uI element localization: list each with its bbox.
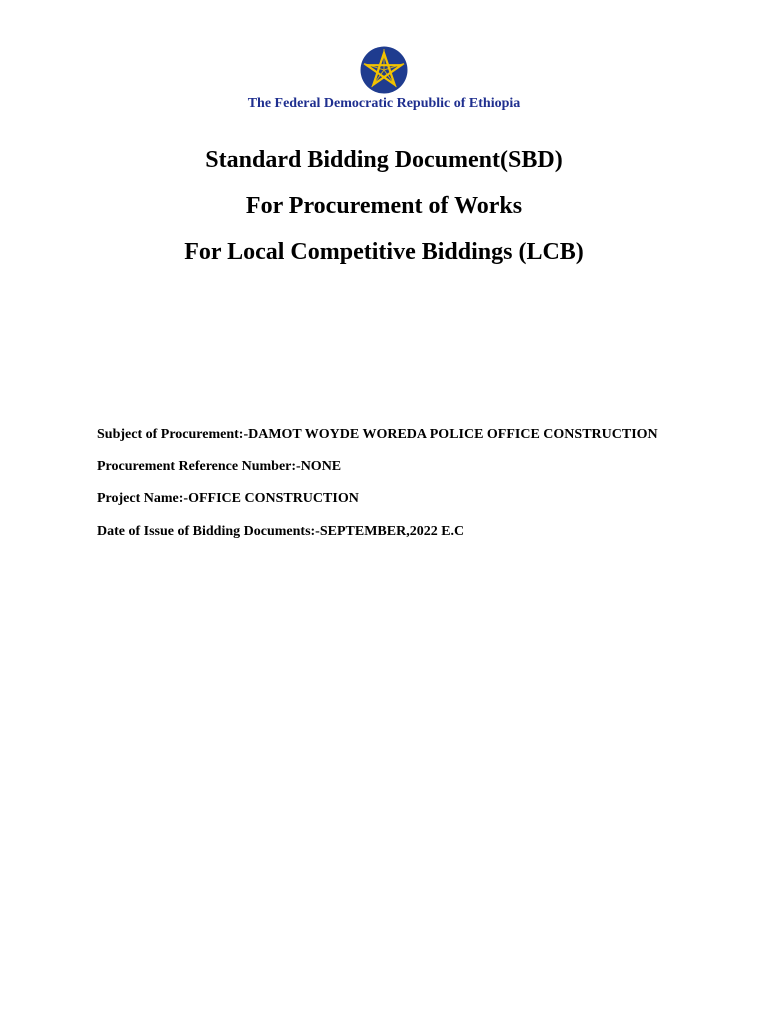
document-subtitle-bidding: For Local Competitive Biddings (LCB) [184, 239, 584, 265]
document-title: Standard Bidding Document(SBD) [205, 147, 563, 173]
procurement-reference-number: Procurement Reference Number:-NONE [97, 459, 342, 474]
country-name: The Federal Democratic Republic of Ethiopia [247, 96, 521, 111]
ethiopia-emblem-icon [360, 46, 408, 94]
document-subtitle-procurement: For Procurement of Works [245, 193, 523, 219]
project-name: Project Name:-OFFICE CONSTRUCTION [97, 491, 359, 506]
subject-of-procurement: Subject of Procurement:-DAMOT WOYDE WOREDA POLICE OFFICE CONSTRUCTION [97, 427, 658, 442]
date-of-issue: Date of Issue of Bidding Documents:-SEPTEMBER,2022 E.C [97, 524, 465, 539]
